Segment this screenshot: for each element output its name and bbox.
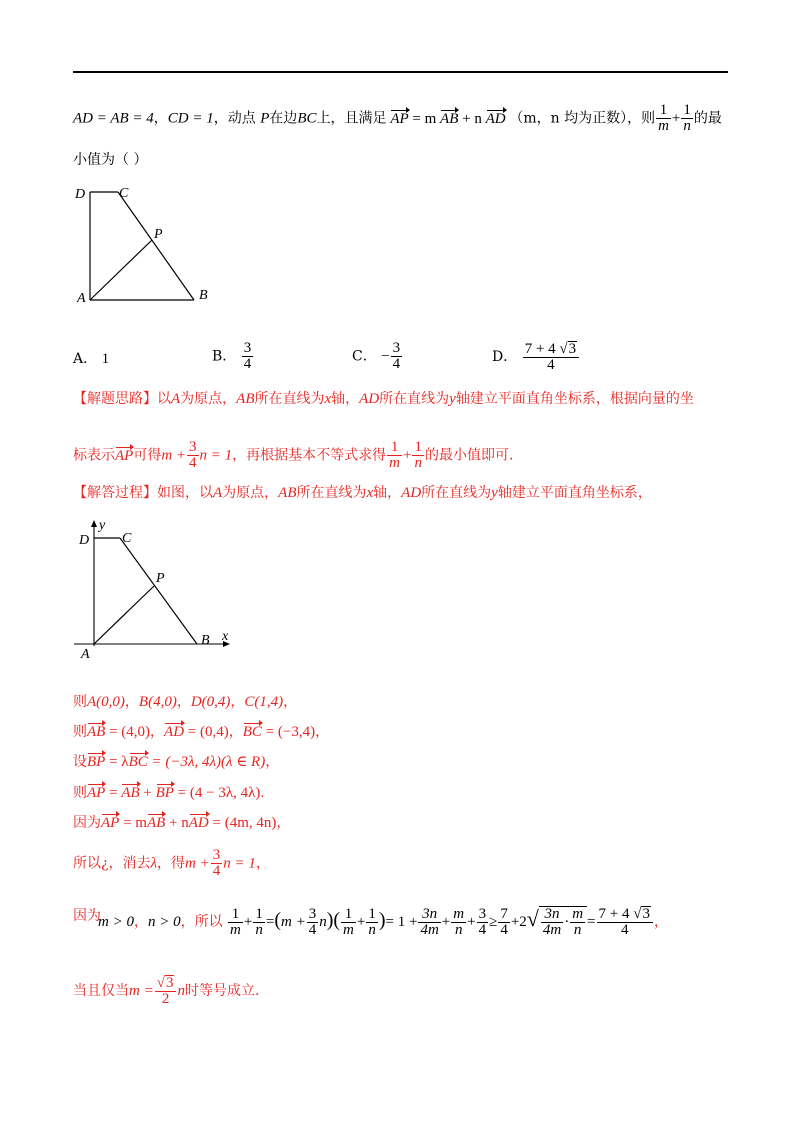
- label-y: y: [99, 518, 106, 533]
- condition-ad-ab: AD = AB = 4: [73, 110, 154, 127]
- step-inequality: 因为: [73, 908, 101, 924]
- paren-note: （m，n 均为正数），则: [509, 110, 656, 127]
- label-a: A: [81, 647, 90, 662]
- label-a: A: [77, 291, 86, 306]
- label-c: C: [122, 531, 132, 546]
- label-b: B: [199, 288, 208, 303]
- figure-trapezoid: [70, 178, 220, 308]
- y-axis-arrow: [91, 520, 97, 527]
- point-p: P: [260, 110, 270, 127]
- side-cb: [120, 538, 197, 644]
- problem-line-2: 小值为（ ）: [73, 152, 148, 168]
- option-d[interactable]: D． $\frac{7 + 4 √3}{4}$: [492, 341, 580, 373]
- label-p: P: [154, 227, 163, 242]
- label-x: x: [222, 629, 229, 644]
- approach-tag: 【解题思路】: [73, 391, 157, 407]
- vector-ab: AB: [440, 110, 459, 127]
- option-b[interactable]: B． $\frac{3}{4}$: [212, 340, 252, 372]
- vector-equation: AP = m AB + n AD: [390, 110, 506, 127]
- segment-ap: [90, 240, 152, 300]
- label-d: D: [79, 533, 90, 548]
- step-eliminate: 所以¿，消去λ，得m + $\frac{3}{4}$ n = 1，: [73, 847, 270, 879]
- step-ap-mn: 因为AP = mAB + nAD = (4m, 4n)，: [73, 815, 291, 831]
- vector-ad: AD: [485, 110, 506, 127]
- figure-coordinate-system: [70, 518, 240, 663]
- option-c[interactable]: C． − $\frac{3}{4}$: [352, 340, 401, 372]
- step-bp: 设BP = λBC = (−3λ, 4λ)(λ ∈ R)，: [73, 754, 280, 770]
- vector-bp: BP: [87, 754, 106, 770]
- header-rule: [73, 71, 728, 73]
- approach-line-2: 标表示AP可得m + $\frac{3}{4}$ n = 1，再根据基本不等式求得 $\frac{1}{m}$ + $\frac{1}{n}$ 的最小值即可.: [73, 439, 514, 471]
- step-equality: 当且仅当m = $\frac{√3}{2}$ n时等号成立.: [73, 975, 260, 1007]
- problem-line-1: AD = AB = 4，CD = 1，动点 P在边BC上，且满足 AP = m AB + n AD （m，n 均为正数），则 $\frac{1}{m}$ + $\frac{1}{n}$ 的最: [73, 102, 722, 134]
- edge-bc: BC: [297, 110, 317, 127]
- step-coordinates: 则A(0,0)，B(4,0)，D(0,4)，C(1,4)，: [73, 694, 298, 710]
- fraction-1-over-n: $\frac{1}{n}$: [683, 102, 691, 134]
- side-cb: [118, 192, 194, 300]
- step-vectors: 则AB = (4,0)，AD = (0,4)，BC = (−3,4)，: [73, 724, 330, 740]
- label-p: P: [156, 571, 165, 586]
- process-tag: 【解答过程】: [73, 485, 157, 501]
- label-c: C: [119, 186, 129, 201]
- step-ap: 则AP = AB + BP = (4 − 3λ, 4λ).: [73, 785, 265, 801]
- option-a[interactable]: A． 1: [73, 351, 110, 367]
- condition-cd: CD = 1: [167, 110, 214, 127]
- process-line-1: 【解答过程】如图，以A为原点，AB所在直线为x轴，AD所在直线为y轴建立平面直角坐标系，: [73, 485, 652, 501]
- step-inequality-math: m > 0，n > 0，所以 $\frac{1}{m}$ + $\frac{1}{n}$ =(m + $\frac{3}{4}$ n)( $\frac{1}{m}$ + $\frac{1}{n}$ )= 1 + $\frac{3n}{4m}$ + $\frac{m}{n}$ + $\frac{3}{4}$ ≥ $\frac{7}{4}$ +2√ $\frac{3n}{4m}$ · $\frac{m}{n}$ = $\frac{7 + 4 √3}{4}$ ，: [98, 905, 668, 939]
- label-d: D: [75, 187, 86, 202]
- segment-ap: [94, 586, 154, 644]
- vector-ap: AP: [390, 110, 409, 127]
- fraction-1-over-m: $\frac{1}{m}$: [658, 102, 669, 134]
- label-b: B: [201, 633, 210, 648]
- approach-line-1: 【解题思路】以A为原点，AB所在直线为x轴，AD所在直线为y轴建立平面直角坐标系，根据向量的坐: [73, 391, 694, 407]
